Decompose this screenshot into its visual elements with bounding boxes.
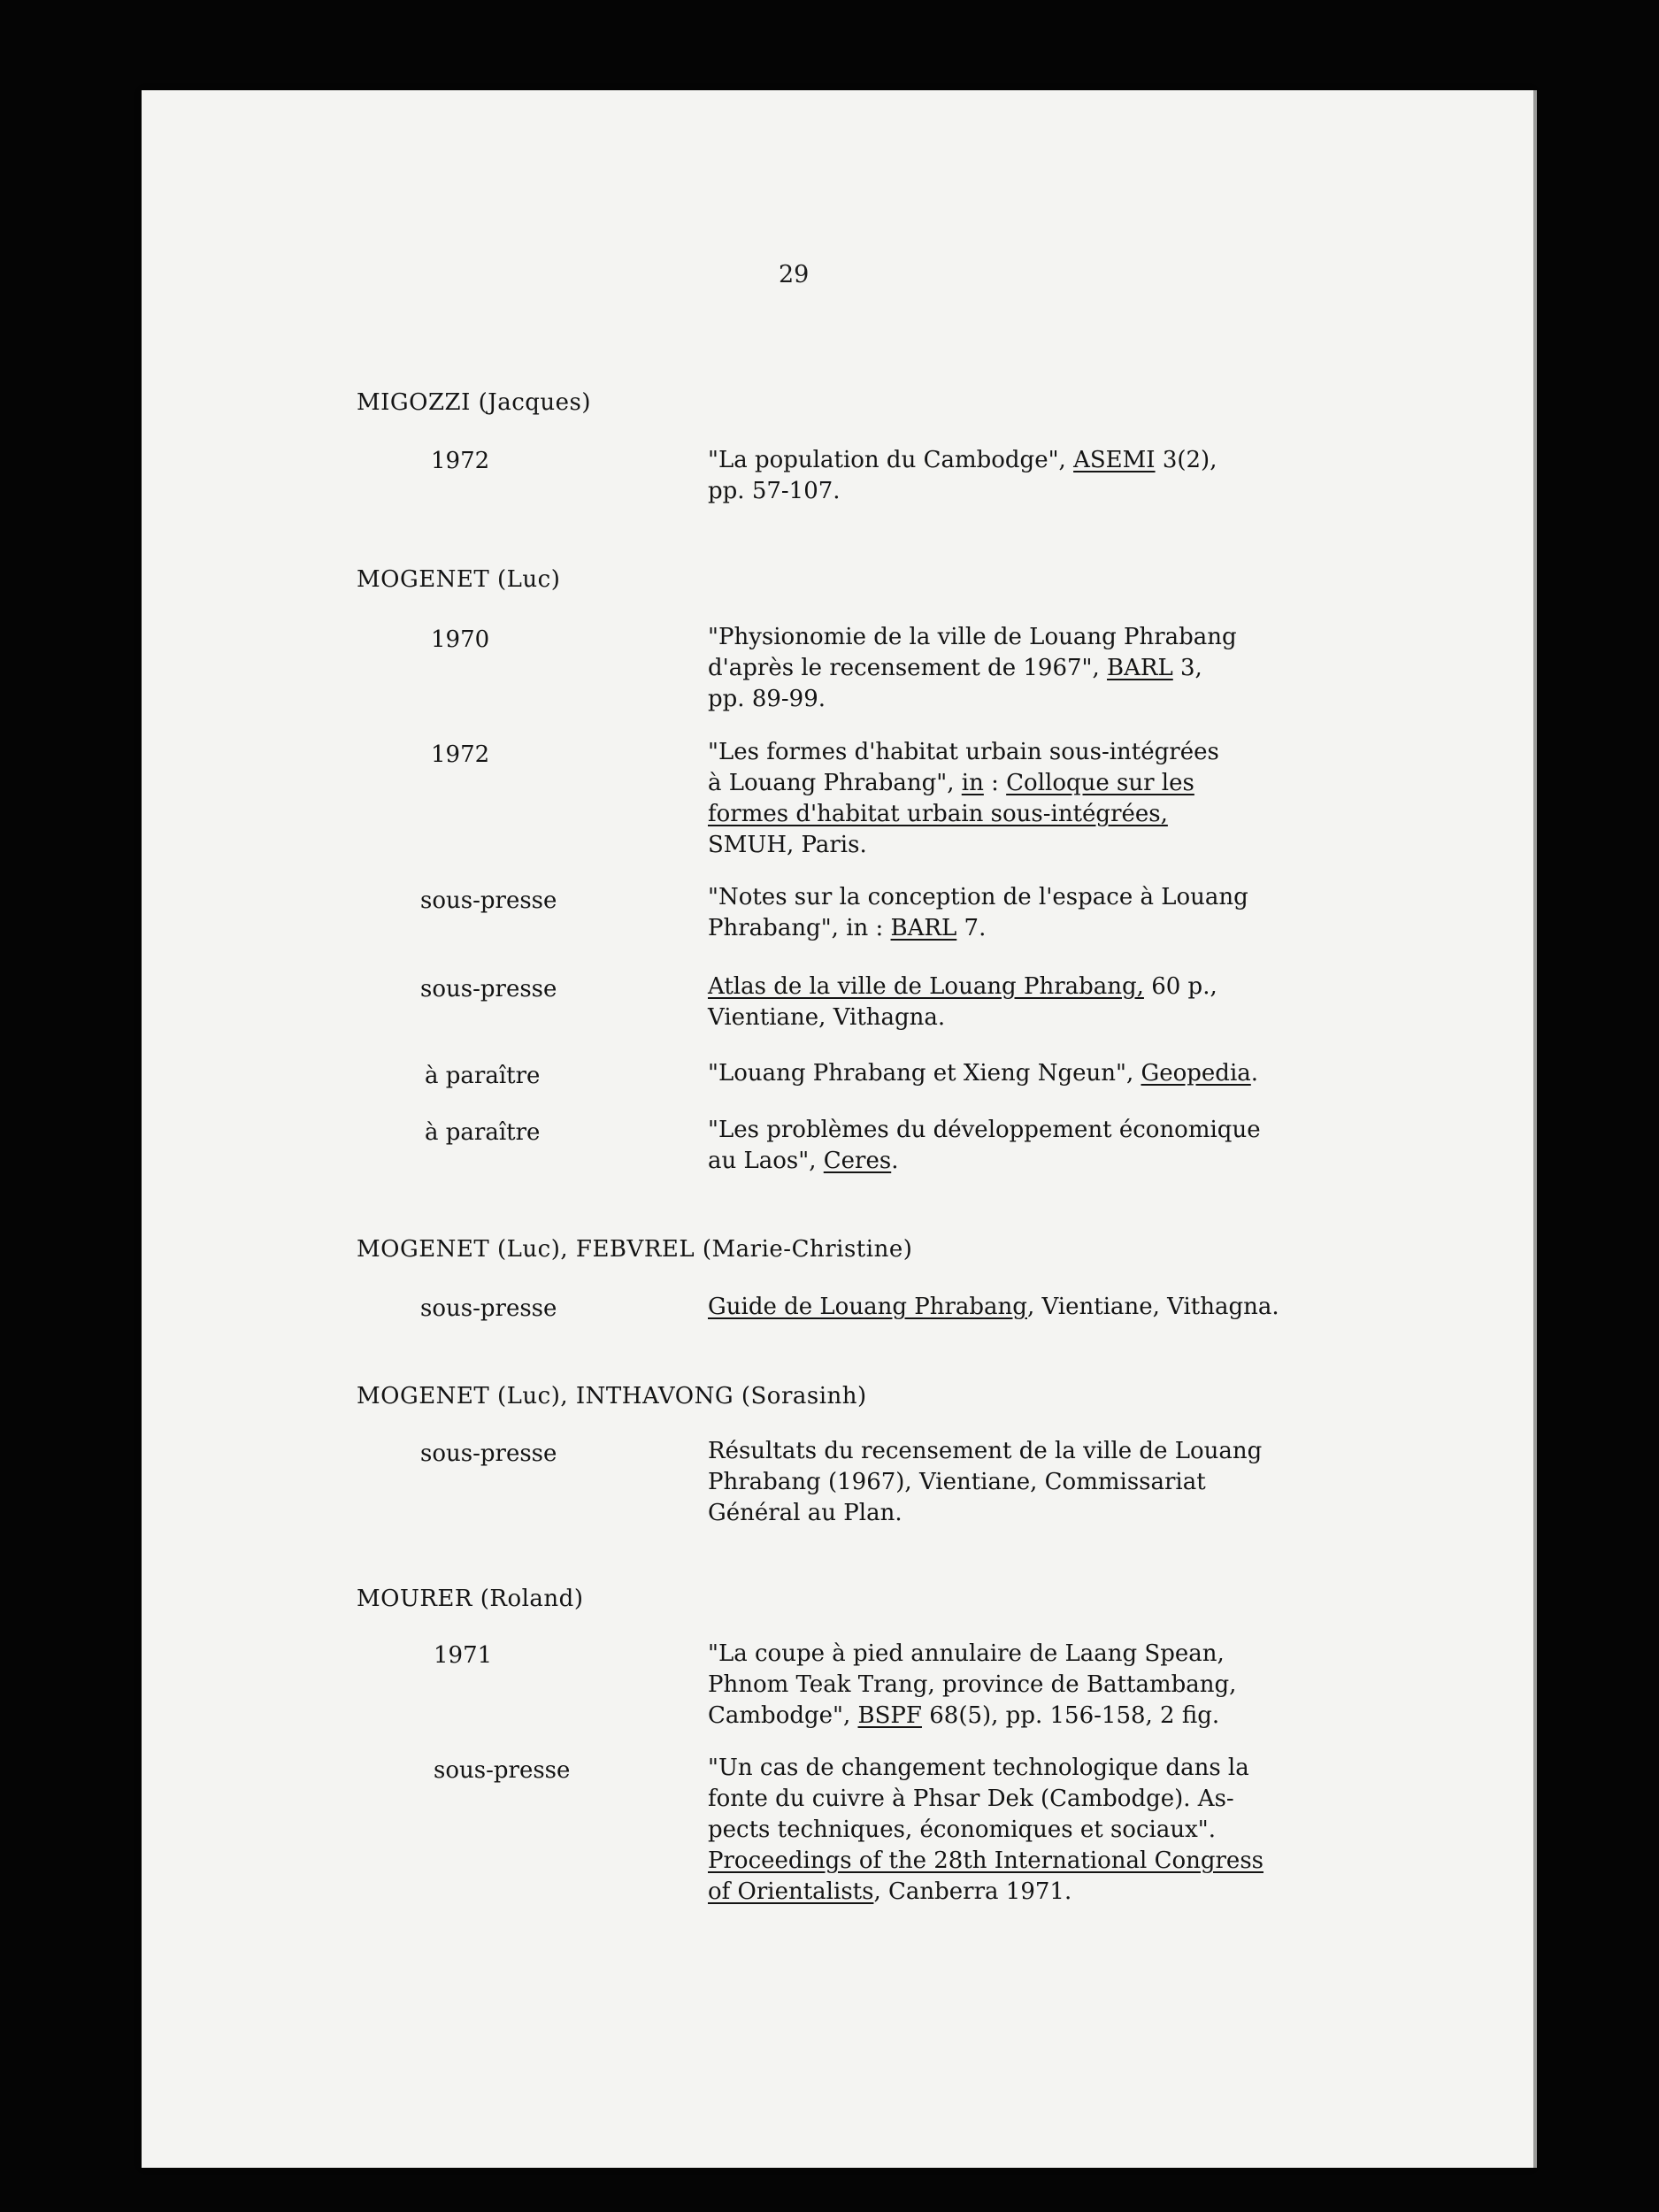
entry-year: sous-presse xyxy=(420,1440,557,1467)
entry-year: 1971 xyxy=(434,1642,493,1669)
entry-year: 1972 xyxy=(431,741,490,768)
reference-text: "Un cas de changement technologique dans la fonte du cuivre à Phsar Dek (Cambodge). As- pects techniques, économiques et sociaux". Proceedings of the 28th International Congress of Orientalists, Canberra 1971. xyxy=(708,1755,1263,1905)
reference-text: "Notes sur la conception de l'espace à Louang Phrabang", in : BARL 7. xyxy=(708,884,1248,941)
entry-year: sous-presse xyxy=(420,976,557,1002)
page-edge xyxy=(1533,90,1537,2168)
entry-year: 1970 xyxy=(431,626,490,653)
entry-year: sous-presse xyxy=(420,887,557,914)
entry-year: 1972 xyxy=(431,448,490,474)
page-number: 29 xyxy=(779,261,810,288)
entry-year: sous-presse xyxy=(434,1757,571,1784)
entry-year: sous-presse xyxy=(420,1295,557,1322)
reference-text: Résultats du recensement de la ville de Louang Phrabang (1967), Vientiane, Commissariat Général au Plan. xyxy=(708,1438,1263,1526)
author-heading: MIGOZZI (Jacques) xyxy=(357,389,592,416)
entry-year: à paraître xyxy=(425,1119,541,1146)
author-heading: MOGENET (Luc) xyxy=(357,566,561,593)
author-heading: MOGENET (Luc), FEBVREL (Marie-Christine) xyxy=(357,1236,913,1263)
reference-text: "Les formes d'habitat urbain sous-intégrées à Louang Phrabang", in : Colloque sur les formes d'habitat urbain sous-intégrées, SMUH, Paris. xyxy=(708,739,1219,858)
entry-year: à paraître xyxy=(425,1063,541,1089)
reference-text: "La population du Cambodge", ASEMI 3(2), pp. 57-107. xyxy=(708,447,1217,504)
reference-text: "La coupe à pied annulaire de Laang Spean, Phnom Teak Trang, province de Battambang, Cambodge", BSPF 68(5), pp. 156-158, 2 fig. xyxy=(708,1640,1237,1729)
reference-text: "Les problèmes du développement économique au Laos", Ceres. xyxy=(708,1117,1261,1174)
reference-text: Guide de Louang Phrabang, Vientiane, Vithagna. xyxy=(708,1294,1279,1320)
reference-text: "Louang Phrabang et Xieng Ngeun", Geopedia. xyxy=(708,1060,1259,1087)
author-heading: MOURER (Roland) xyxy=(357,1586,584,1612)
author-heading: MOGENET (Luc), INTHAVONG (Sorasinh) xyxy=(357,1383,867,1409)
reference-text: Atlas de la ville de Louang Phrabang, 60 p., Vientiane, Vithagna. xyxy=(708,973,1217,1031)
reference-text: "Physionomie de la ville de Louang Phrabang d'après le recensement de 1967", BARL 3, pp. 89-99. xyxy=(708,624,1237,712)
